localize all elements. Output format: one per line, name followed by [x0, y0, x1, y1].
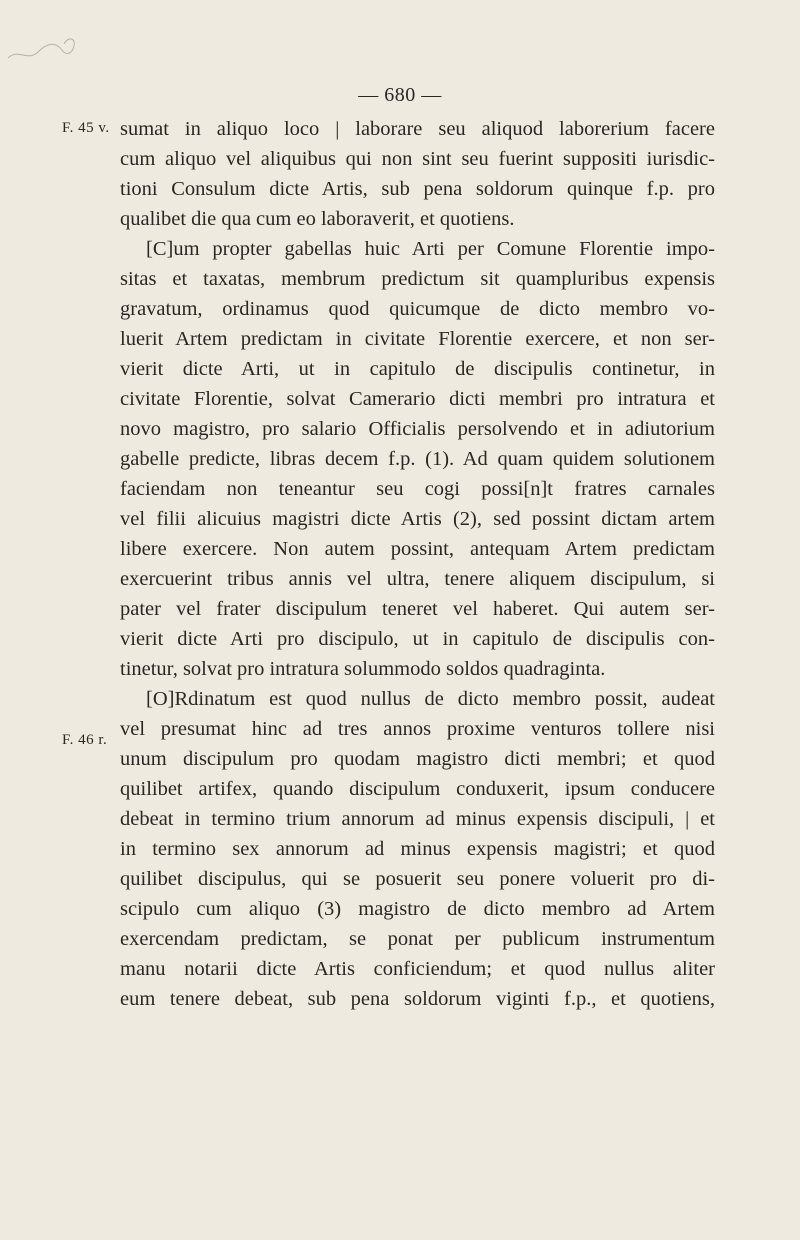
text-line-21: vel presumat hinc ad tres annos proxime venturos tollere nisi: [120, 718, 715, 740]
text-line-18: vierit dicte Arti pro discipulo, ut in capitulo de discipulis con-: [120, 628, 715, 650]
text-line-20: [O]Rdinatum est quod nullus de dicto membro possit, audeat: [146, 688, 715, 710]
text-line-2: cum aliquo vel aliquibus qui non sint seu fuerint suppositi iurisdic-: [120, 148, 715, 170]
text-line-23: quilibet artifex, quando discipulum conduxerit, ipsum conducere: [120, 778, 715, 800]
text-line-27: scipulo cum aliquo (3) magistro de dicto membro ad Artem: [120, 898, 715, 920]
text-line-25: in termino sex annorum ad minus expensis magistri; et quod: [120, 838, 715, 860]
text-line-7: gravatum, ordinamus quod quicumque de dicto membro vo-: [120, 298, 715, 320]
text-line-26: quilibet discipulus, qui se posuerit seu ponere voluerit pro di-: [120, 868, 715, 890]
text-line-30: eum tenere debeat, sub pena soldorum viginti f.p., et quotiens,: [120, 988, 715, 1010]
text-line-6: sitas et taxatas, membrum predictum sit quampluribus expensis: [120, 268, 715, 290]
pencil-scribble-mark: [4, 28, 84, 68]
text-line-5: [C]um propter gabellas huic Arti per Comune Florentie impo-: [146, 238, 715, 260]
text-line-22: unum discipulum pro quodam magistro dicti membri; et quod: [120, 748, 715, 770]
text-line-15: libere exercere. Non autem possint, antequam Artem predictam: [120, 538, 715, 560]
text-line-24: debeat in termino trium annorum ad minus expensis discipuli, | et: [120, 808, 715, 830]
text-line-13: faciendam non teneantur seu cogi possi[n]t fratres carnales: [120, 478, 715, 500]
text-line-8: luerit Artem predictam in civitate Florentie exercere, et non ser-: [120, 328, 715, 350]
page-number: — 680 —: [358, 84, 442, 106]
text-line-14: vel filii alicuius magistri dicte Artis (2), sed possint dictam artem: [120, 508, 715, 530]
text-line-11: novo magistro, pro salario Officialis persolvendo et in adiutorium: [120, 418, 715, 440]
text-line-4: qualibet die qua cum eo laboraverit, et quotiens.: [120, 208, 515, 230]
text-line-17: pater vel frater discipulum teneret vel haberet. Qui autem ser-: [120, 598, 715, 620]
text-line-19: tinetur, solvat pro intratura solummodo soldos quadraginta.: [120, 658, 606, 680]
text-line-3: tioni Consulum dicte Artis, sub pena soldorum quinque f.p. pro: [120, 178, 715, 200]
text-line-9: vierit dicte Arti, ut in capitulo de discipulis continetur, in: [120, 358, 715, 380]
folio-note-46r: F. 46 r.: [62, 732, 108, 748]
text-line-29: manu notarii dicte Artis conficiendum; et quod nullus aliter: [120, 958, 715, 980]
text-line-1: sumat in aliquo loco | laborare seu aliquod laborerium facere: [120, 118, 715, 140]
text-line-12: gabelle predicte, libras decem f.p. (1). Ad quam quidem solutionem: [120, 448, 715, 470]
text-line-10: civitate Florentie, solvat Camerario dicti membri pro intratura et: [120, 388, 715, 410]
text-line-28: exercendam predictam, se ponat per publicum instrumentum: [120, 928, 715, 950]
text-line-16: exercuerint tribus annis vel ultra, tenere aliquem discipulum, si: [120, 568, 715, 590]
folio-note-45v: F. 45 v.: [62, 120, 110, 136]
